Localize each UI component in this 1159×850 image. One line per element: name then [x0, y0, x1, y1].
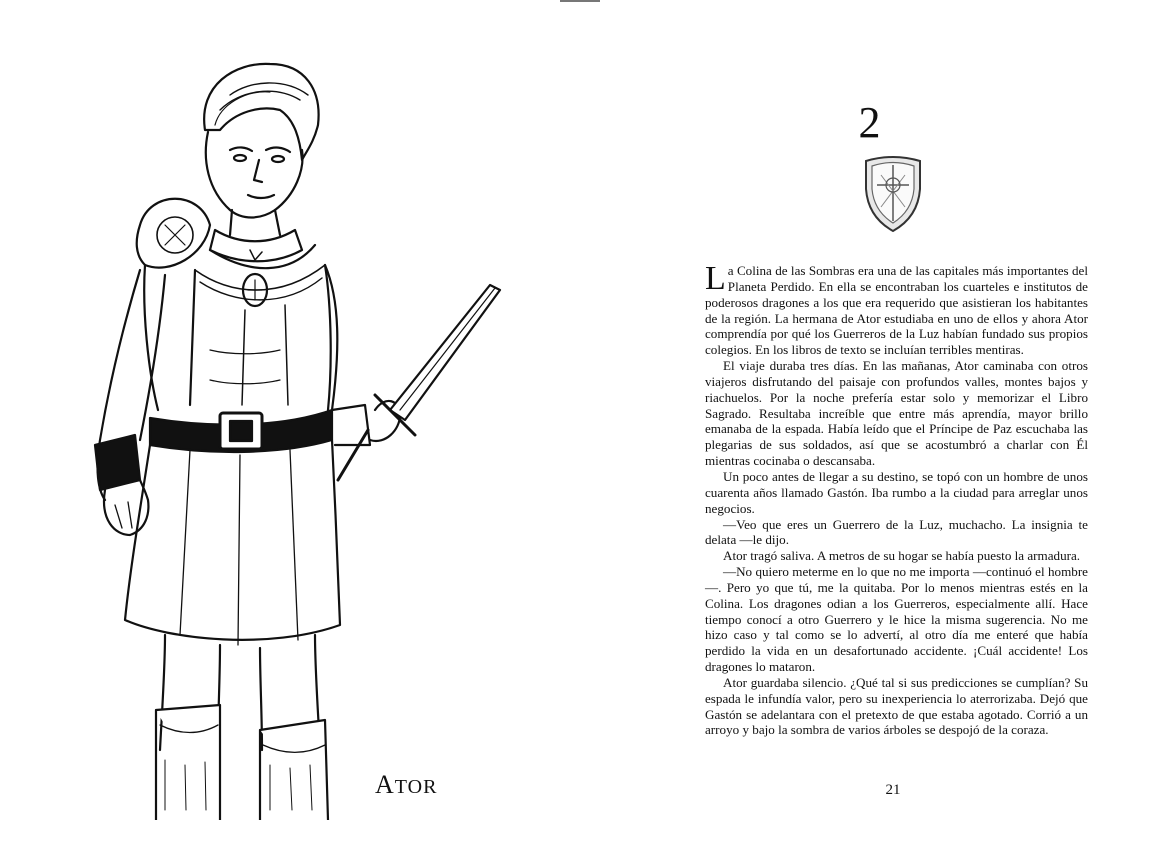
page-number: 21	[885, 782, 901, 798]
paragraph-3: Un poco antes de llegar a su destino, se topó con un hombre de unos cuarenta años llamado Gastón. Iba rumbo a la ciudad para arreglar unos negocios.	[705, 468, 1088, 516]
warrior-illustration	[70, 50, 510, 820]
chapter-body-text	[705, 260, 1088, 738]
paragraph-2: El viaje duraba tres días. En las mañanas, Ator caminaba con otros viajeros disfrutando del paisaje con profundos valles, montes bajos y riachuelos. Por la noche prefería estar solo y memorizar el Libro Sagrado. Resultaba increíble que entre más aprendía, mayor brillo emanaba de la espada. Había leído que el Príncipe de Paz escuchaba las plegarias de sus soldados, así que se acostumbró a charlar con Él mientras cocinaba o descansaba.	[705, 358, 1088, 469]
drop-cap: L	[705, 260, 726, 297]
paragraph-1: La Colina de las Sombras era una de las capitales más importantes del Planeta Perdido. En ella se encontraban los cuarteles e institutos de poderosos dragones a los que era requerido que asistieran los habitantes de la región. La hermana de Ator estudiaba en uno de ellos y ahora Ator comprendía por qué los Guerreros de la Luz habían fundado sus propios colegios. En los libros de texto se incluían terribles mentiras.	[705, 260, 1088, 358]
right-page	[580, 0, 1159, 850]
paragraph-4: —Veo que eres un Guerrero de la Luz, muchacho. La insignia te delata —le dijo.	[705, 516, 1088, 548]
paragraph-7: Ator guardaba silencio. ¿Qué tal si sus predicciones se cumplían? Su espada le infundía valor, pero su inexperiencia lo aterrorizaba. Dejó que Gastón se adelantara con el pretexto de que estaba agotado. Corrió a un arroyo y bajo la sombra de varios árboles se despojó de la coraza.	[705, 674, 1088, 738]
shield-crest-icon	[863, 155, 923, 233]
illustration-caption: ATOR	[375, 770, 438, 799]
chapter-number: 2	[858, 98, 881, 147]
paragraph-5: Ator tragó saliva. A metros de su hogar se había puesto la armadura.	[723, 548, 1081, 564]
paragraph-6: —No quiero meterme en lo que no me importa —continuó el hombre—. Pero yo que tú, me la quitaba. Por lo menos mientras estés en la Colina. Los dragones odian a los Guerreros, especialmente allí. Hace tiempo conocí a otro Guerrero y le hice la misma sugerencia. No me hizo caso y tal como se lo advertí, al otro día me enteré que había perdido la vida en un desafortunado accidente. ¡Cuál accidente! Los dragones lo mataron.	[705, 564, 1088, 675]
